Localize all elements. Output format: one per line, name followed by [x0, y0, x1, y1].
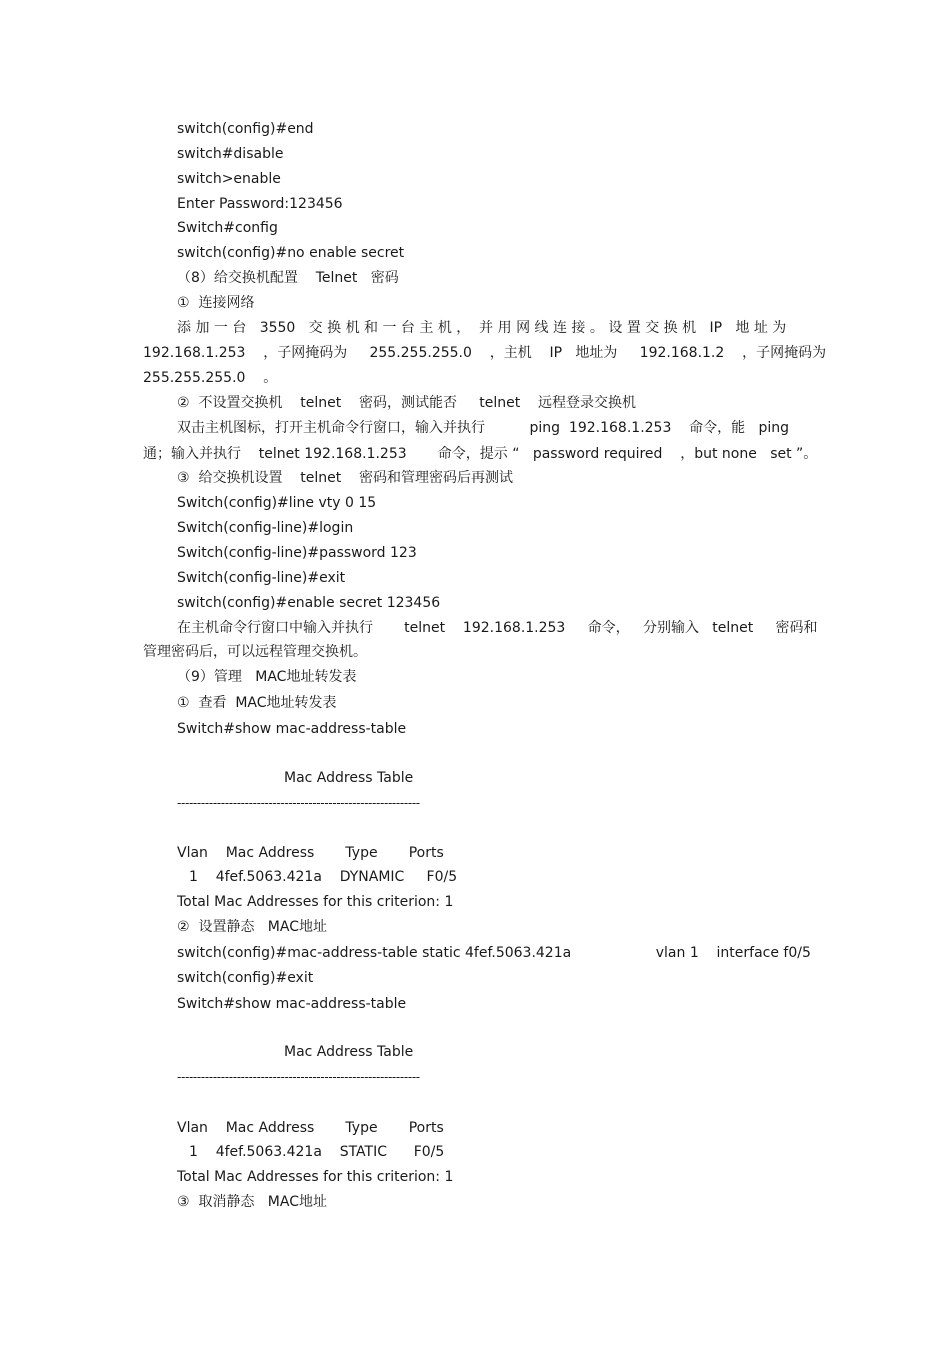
step-heading: ③ 取消静态 MAC地址	[177, 1194, 327, 1210]
command-line: switch#disable	[177, 146, 284, 162]
body-text: 双击主机图标，打开主机命令行窗口，输入并执行 ping 192.168.1.253 命令，能 ping	[177, 420, 790, 436]
table-total: Total Mac Addresses for this criterion: 1	[177, 894, 454, 910]
table-row: 1 4fef.5063.421a DYNAMIC F0/5	[189, 869, 458, 885]
body-text: 在主机命令行窗口中输入并执行 telnet 192.168.1.253 命令， 分别输入 telnet 密码和	[177, 620, 818, 636]
section-heading: （8）给交换机配置 Telnet 密码	[177, 270, 399, 286]
step-heading: ② 不设置交换机 telnet 密码，测试能否 telnet 远程登录交换机	[177, 395, 637, 411]
body-text: 添 加 一 台 3550 交 换 机 和 一 台 主 机 ， 并 用 网 线 连 接 。 设 置 交 换 机 IP 地 址 为	[177, 320, 787, 336]
step-heading: ① 连接网络	[177, 295, 255, 311]
command-line: Switch(config)#line vty 0 15	[177, 495, 377, 511]
section-heading: （9）管理 MAC地址转发表	[177, 669, 357, 685]
table-row: 1 4fef.5063.421a STATIC F0/5	[189, 1144, 445, 1160]
command-line: switch(config)#end	[177, 121, 314, 137]
command-line: Switch#show mac-address-table	[177, 996, 407, 1012]
table-header: Vlan Mac Address Type Ports	[177, 845, 444, 861]
command-line: switch>enable	[177, 171, 281, 187]
table-title: Mac Address Table	[284, 1044, 414, 1060]
command-line: switch(config)#exit	[177, 970, 314, 986]
body-text: 通；输入并执行 telnet 192.168.1.253 命令，提示 “ password required ，but none set ”。	[143, 446, 818, 462]
command-line: Switch(config-line)#exit	[177, 570, 346, 586]
command-line: Switch#config	[177, 220, 278, 236]
command-line: switch(config)#mac-address-table static 4fef.5063.421a vlan 1 interface f0/5	[177, 945, 811, 961]
body-text: 管理密码后，可以远程管理交换机。	[143, 644, 367, 660]
step-heading: ① 查看 MAC地址转发表	[177, 695, 337, 711]
step-heading: ③ 给交换机设置 telnet 密码和管理密码后再测试	[177, 470, 514, 486]
command-line: Switch(config-line)#login	[177, 520, 354, 536]
table-title: Mac Address Table	[284, 770, 414, 786]
step-heading: ② 设置静态 MAC地址	[177, 919, 327, 935]
body-text: 255.255.255.0 。	[143, 370, 278, 386]
command-line: switch(config)#enable secret 123456	[177, 595, 441, 611]
table-header: Vlan Mac Address Type Ports	[177, 1120, 444, 1136]
command-line: Switch(config-line)#password 123	[177, 545, 417, 561]
command-line: Enter Password:123456	[177, 196, 343, 212]
table-total: Total Mac Addresses for this criterion: 1	[177, 1169, 454, 1185]
command-line: Switch#show mac-address-table	[177, 721, 407, 737]
body-text: 192.168.1.253 ，子网掩码为 255.255.255.0 ，主机 IP 地址为 192.168.1.2 ，子网掩码为	[143, 345, 827, 361]
table-divider: -------------------------------------------------------------	[177, 796, 420, 810]
command-line: switch(config)#no enable secret	[177, 245, 405, 261]
table-divider: -------------------------------------------------------------	[177, 1070, 420, 1084]
